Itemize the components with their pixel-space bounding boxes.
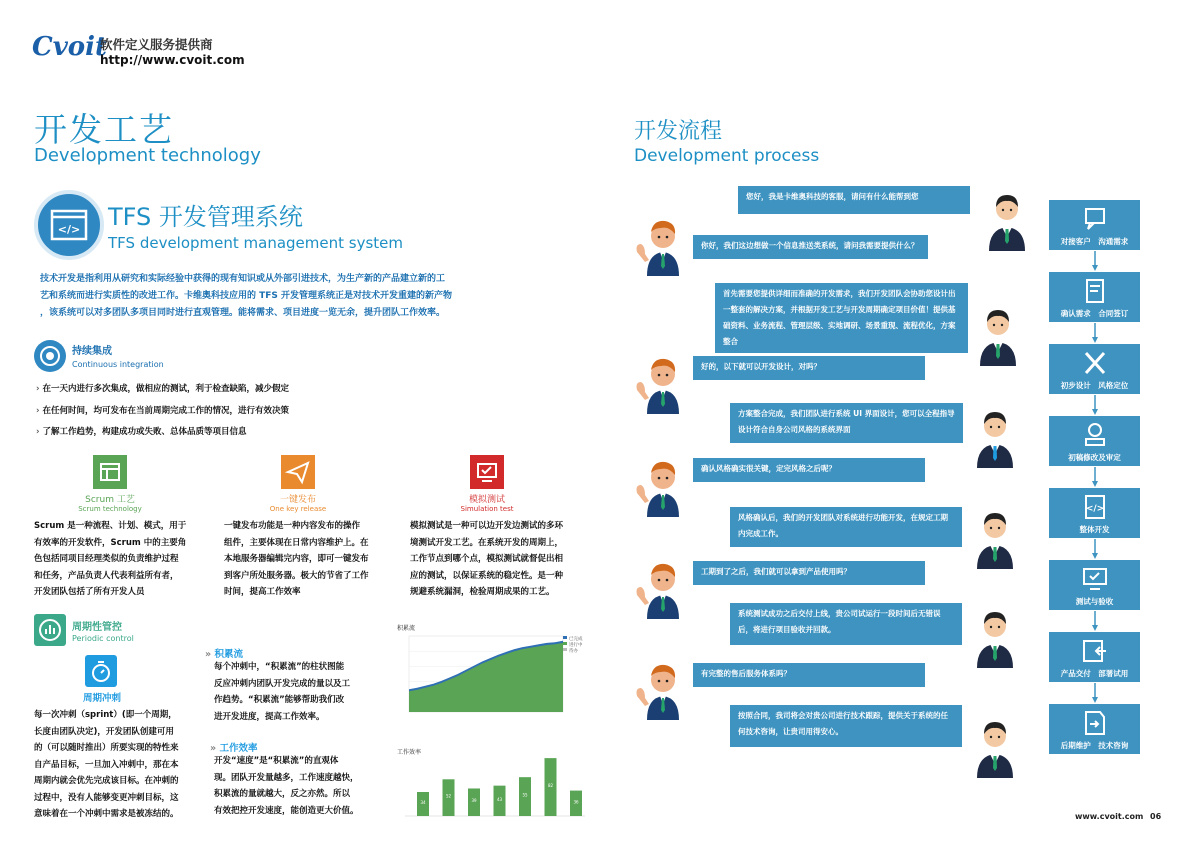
process-step: [1049, 344, 1140, 394]
sim-subtitle: Simulation test: [460, 505, 514, 513]
bar-label: 82: [547, 783, 554, 789]
chat-bubble: 确认风格确实很关键，定完风格之后呢？: [693, 458, 925, 482]
chat-bubble: 风格确认后，我们的开发团队对系统进行功能开发，在规定工期内完成工作。: [730, 507, 962, 547]
cumflow-chart-title: 积累流: [397, 625, 416, 632]
chat-bubble-icon: [1076, 203, 1114, 235]
legend-entry: 进行中: [569, 643, 583, 648]
scrum-icon: [93, 455, 127, 489]
bar-label: 34: [420, 800, 426, 805]
velocity-chart-title: 工作效率: [397, 749, 422, 756]
ci-title: 持续集成: [72, 346, 112, 357]
periodic-subtitle: Periodic control: [72, 634, 134, 643]
process-step-label: 整体开发: [1079, 525, 1110, 534]
process-title: 开发流程: [634, 119, 723, 144]
delivery-icon: [1076, 635, 1114, 667]
process-step: [1049, 200, 1140, 250]
release-subtitle: One key release: [269, 505, 327, 513]
process-step: [1049, 632, 1140, 682]
sprint-title: 周期冲刺: [82, 693, 121, 704]
chat-bubble: 系统测试成功之后交付上线，贵公司试运行一段时间后无错误后，将进行项目验收并回款。: [730, 603, 962, 645]
logo-mark: Cvoit: [32, 32, 108, 62]
velocity-chart: [395, 742, 595, 822]
release-title: 一键发布: [279, 495, 316, 505]
sim-text: 模拟测试是一种可以边开发边测试的多环 境测试开发工艺。在系统开发的周期上， 工作节点到哪个点，模拟测试就督促出相 应的测试，以保证系统的稳定性。是一种 规避系统漏洞，检验周期成果的工艺。: [410, 521, 564, 597]
person-avatar: [971, 404, 1019, 472]
tagline: 软件定义服务提供商: [100, 37, 213, 52]
svg-text:</>: </>: [1085, 504, 1104, 514]
ci-bullet: › 在任何时间，均可发布在当前周期完成工作的情况，进行有效决策: [36, 404, 289, 416]
person-avatar: [974, 302, 1022, 370]
bar-label: 55: [522, 792, 528, 798]
intro-paragraph: 技术开发是指利用从研究和实际经验中获得的现有知识或从外部引进技术，为生产新的产品建立新的工 艺和系统而进行实质性的改进工作。卡维奥科技应用的 TFS 开发管理系统正是对技术开发重建的新产物 ，该系统可以对多团队多项目同时进行直观管理。能将需求、项目进度一览无余，提升团队工作效率。: [40, 274, 453, 318]
process-step-label: 初步设计 风格定位: [1060, 381, 1129, 390]
logo: [32, 32, 107, 62]
release-text: 一键发布功能是一种内容发布的操作 组件，主要体现在日常内容维护上。在 本地服务器编辑完内容，即可一键发布 到客户所处服务器。极大的节省了工作 时间，提高工作效率: [224, 521, 369, 597]
tfs-subtitle: TFS development management system: [108, 234, 404, 252]
sim-title: 模拟测试: [468, 495, 505, 505]
down-arrow-icon: [1092, 539, 1098, 559]
chat-bubble: 您好，我是卡维奥科技的客服，请问有什么能帮到您: [738, 186, 970, 214]
down-arrow-icon: [1092, 467, 1098, 487]
page-number: 06: [1150, 812, 1162, 821]
bar-label: 43: [496, 796, 503, 802]
legend-swatch: [563, 642, 567, 645]
sprint-text: 每一次冲刺（sprint）(即一个周期， 长度由团队决定)，开发团队创建可用 的（可以随时推出）所要实现的特性来 自产品目标，一旦加入冲刺中，那在本 周期内就会优先完成该目标。在冲刺的 过程中，没有人能够变更冲刺目标，这 意味着在一个冲刺中需求是被冻结的。: [34, 710, 179, 819]
page-subtitle: Development technology: [34, 145, 261, 166]
code-circle-icon: [34, 190, 104, 260]
process-step-label: 对接客户 沟通需求: [1060, 237, 1129, 246]
scrum-title: Scrum 工艺: [85, 495, 135, 505]
contract-icon: [1076, 275, 1114, 307]
down-arrow-icon: [1092, 323, 1098, 343]
process-step-label: 后期维护 技术咨询: [1060, 741, 1129, 750]
client-avatar: [633, 658, 691, 724]
tfs-title: TFS 开发管理系统: [108, 203, 303, 231]
process-step: [1049, 704, 1140, 754]
legend-swatch: [563, 648, 567, 651]
svg-text:</>: </>: [57, 223, 81, 236]
scrum-text: Scrum 是一种流程、计划、模式，用于 有效率的开发软件，Scrum 中的主要角 色包括同项目经理类似的负责维护过程 和任务，产品负责人代表利益所有者， 开发团队包括了所有开发人员: [34, 521, 187, 597]
periodic-title: 周期性管控: [72, 622, 122, 633]
chat-bubble: 按照合同，我司将会对贵公司进行技术跟踪，提供关于系统的任何技术咨询，让贵司用得安心。: [730, 705, 962, 747]
legend-entry: 已完成: [569, 637, 583, 642]
process-step: [1049, 560, 1140, 610]
process-subtitle: Development process: [634, 146, 820, 166]
person-avatar: [983, 187, 1031, 255]
chart-icon: [34, 614, 66, 646]
process-step-label: 产品交付 部署试用: [1060, 669, 1129, 678]
code-icon: [1076, 491, 1114, 523]
client-avatar: [633, 214, 691, 280]
legend-entry: 待办: [569, 649, 578, 654]
cumflow-text: 每个冲刺中，“积累流”的柱状图能 反应冲刺内团队开发完成的量以及工 作趋势。“积累流”能够帮助我们改 进开发进度，提高工作效率。: [214, 662, 351, 722]
monitor-icon: [470, 455, 504, 489]
cumulative-flow-chart: [395, 620, 595, 720]
client-avatar: [633, 455, 691, 521]
person-avatar: [971, 714, 1019, 782]
chat-bubble: 方案整合完成，我们团队进行系统 UI 界面设计，您可以全程指导设计符合自身公司风格的系统界面: [730, 403, 963, 443]
client-avatar: [633, 557, 691, 623]
site-url[interactable]: http://www.cvoit.com: [100, 53, 245, 67]
cumflow-title: » 积累流: [205, 649, 243, 660]
chat-bubble: 有完整的售后服务体系吗？: [693, 663, 925, 687]
velocity-text: 开发“速度”是“积累流”的直观体 现。团队开发量越多，工作速度越快， 积累流的量就越大，反之亦然。所以 有效把控开发速度，能创造更大价值。: [214, 756, 359, 816]
client-avatar: [633, 352, 691, 418]
bar-label: 36: [573, 799, 579, 805]
monitor-check-icon: [1076, 563, 1114, 595]
down-arrow-icon: [1092, 251, 1098, 271]
scrum-subtitle: Scrum technology: [78, 505, 142, 513]
page-title: 开发工艺: [34, 110, 174, 149]
process-step-label: 确认需求 合同签订: [1060, 309, 1129, 318]
footer-url: www.cvoit.com: [1075, 812, 1144, 821]
ci-subtitle: Continuous integration: [72, 360, 164, 369]
chat-bubble: 你好，我们这边想做一个信息推送类系统，请问我需要提供什么？: [693, 235, 928, 259]
ci-bullet: › 了解工作趋势，构建成功或失败、总体品质等项目信息: [36, 425, 246, 437]
bar-label: 39: [471, 798, 477, 804]
person-avatar: [971, 604, 1019, 672]
process-step: [1049, 416, 1140, 466]
process-step-label: 测试与验收: [1075, 597, 1114, 606]
process-step-label: 初稿修改及审定: [1068, 453, 1121, 462]
process-step: [1049, 272, 1140, 322]
chat-bubble: 工期到了之后，我们就可以拿到产品使用吗？: [693, 561, 925, 585]
chat-bubble: 首先需要您提供详细而准确的开发需求，我们开发团队会协助您设计出一整套的解决方案，并根据开发工艺与开发周期确定项目价值！提供基础资料、业务流程、管理层级、实地调研、场景重现、流程优化，方案整合: [715, 283, 968, 353]
down-arrow-icon: [1092, 683, 1098, 703]
stamp-icon: [1076, 419, 1114, 451]
stopwatch-icon: [85, 655, 117, 687]
ci-bullet: › 在一天内进行多次集成，做相应的测试，利于检查缺陷，减少假定: [36, 382, 289, 394]
chat-bubble: 好的，以下就可以开发设计，对吗？: [693, 356, 925, 380]
person-avatar: [971, 505, 1019, 573]
send-icon: [281, 455, 315, 489]
down-arrow-icon: [1092, 611, 1098, 631]
down-arrow-icon: [1092, 395, 1098, 415]
integration-icon: [34, 340, 66, 372]
maintenance-icon: [1076, 707, 1114, 739]
velocity-title: » 工作效率: [210, 743, 258, 754]
legend-swatch: [563, 636, 567, 639]
bar-label: 52: [445, 793, 452, 799]
process-step: [1049, 488, 1140, 538]
design-tools-icon: [1076, 347, 1114, 379]
